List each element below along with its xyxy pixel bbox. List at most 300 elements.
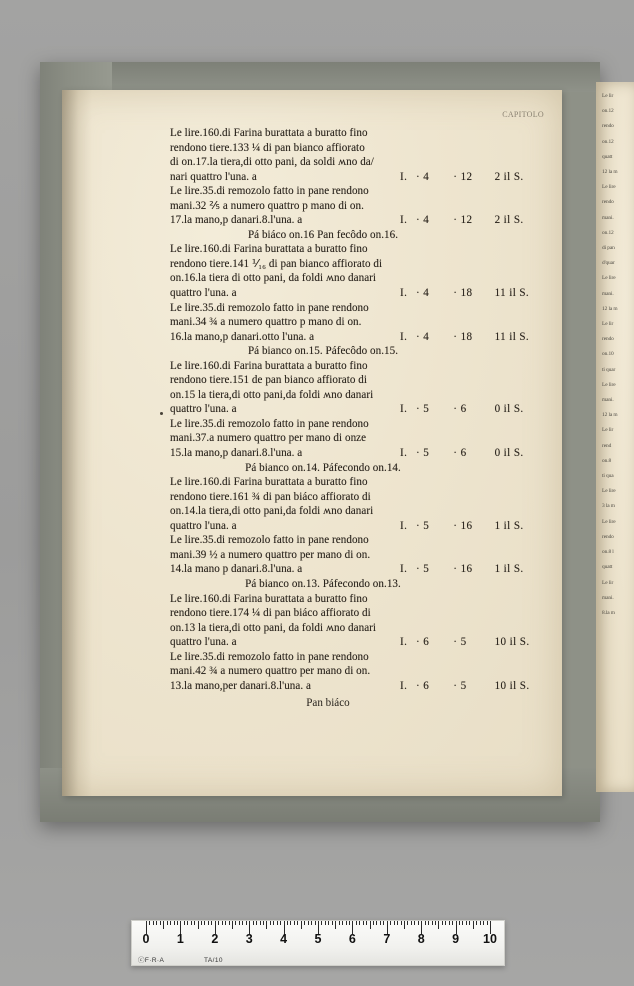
text-line — [170, 621, 550, 636]
ruler-tick — [373, 921, 374, 925]
line-text: Pá bianco on.15. Páfecôdo on.15. — [247, 345, 399, 358]
ruler-tick — [370, 921, 371, 929]
amount-separator: · — [416, 636, 424, 649]
amount-separator: · — [453, 287, 461, 300]
amount-cell — [400, 679, 550, 694]
ruler-tick — [304, 921, 305, 925]
ruler-tick — [191, 921, 192, 925]
facing-line: rendo — [602, 123, 614, 130]
amount-separator: · — [453, 563, 461, 576]
amount-n3: 1 il S. — [494, 519, 524, 532]
amount-l: I. — [400, 170, 408, 183]
amount-n1: 4 — [423, 330, 430, 343]
facing-line: quatt — [602, 564, 613, 571]
amount-l: I. — [400, 330, 408, 343]
amount-n2: 12 — [460, 214, 473, 227]
line-text: Pá bianco on.14. Páfecondo on.14. — [245, 461, 401, 474]
ruler-tick — [184, 921, 185, 925]
line-text: 17.la mano,p danari.8.l'una. a — [170, 214, 303, 227]
facing-line: Le lir — [602, 427, 614, 434]
amount-n2: 5 — [460, 679, 467, 692]
line-text: on.15 la tiera,di otto pani,da foldi ʍno danari — [170, 388, 374, 401]
ruler-tick — [480, 921, 481, 925]
amount-n2: 18 — [460, 287, 473, 300]
ruler-brand-label: ⓒF·R·A — [138, 957, 165, 964]
line-text: mani.37.a numero quattro per mano di onze — [170, 432, 367, 445]
amount-n3: 2 il S. — [494, 170, 524, 183]
ruler-tick — [218, 921, 219, 925]
amount-n2: 6 — [460, 447, 467, 460]
ruler-tick — [187, 921, 188, 925]
text-line — [170, 664, 550, 679]
facing-line: di pan — [602, 245, 615, 252]
ruler-tick — [277, 921, 278, 925]
facing-line: Le lire — [602, 518, 616, 525]
ruler-tick — [449, 921, 450, 925]
ruler-tick — [280, 921, 281, 925]
ruler-number: 4 — [280, 932, 288, 946]
amount-separator: · — [453, 330, 461, 343]
ruler-tick — [198, 921, 199, 929]
facing-line: Le lir — [602, 93, 614, 99]
line-text: 15.la mano,p danari.8.l'una. a — [170, 447, 303, 460]
line-text: Le lire.35.di remozolo fatto in pane rendono — [170, 650, 369, 663]
ruler-number: 3 — [245, 932, 253, 946]
line-text: nari quattro l'una. a — [170, 170, 257, 183]
amount-separator: · — [416, 563, 424, 576]
page-header-fragment: CAPITOLO — [502, 110, 544, 119]
amount-cell — [400, 446, 550, 461]
ruler-tick — [321, 921, 322, 925]
text-line — [170, 242, 550, 257]
amount-l: I. — [400, 679, 408, 692]
ruler-tick — [404, 921, 405, 929]
facing-line: d'quar — [602, 260, 615, 267]
text-line — [170, 199, 550, 214]
ruler-tick — [332, 921, 333, 925]
text-block — [170, 344, 550, 359]
facing-line: Le lire — [602, 275, 616, 282]
ruler-tick — [452, 921, 453, 925]
text-line — [170, 504, 550, 519]
text-block — [170, 228, 550, 243]
facing-line: Le lir — [602, 579, 614, 586]
facing-line: mani. — [602, 397, 614, 404]
line-text: 16.la mano,p danari.otto l'una. a — [170, 330, 315, 343]
cover-edge-top — [40, 62, 600, 92]
facing-line: ti quar — [602, 366, 616, 373]
line-text: 13.la mano,per danari.8.l'una. a — [170, 679, 311, 692]
ruler-tick — [308, 921, 309, 925]
ruler-tick — [287, 921, 288, 925]
text-line — [170, 592, 550, 607]
document-page — [62, 90, 562, 796]
text-line — [170, 388, 550, 403]
text-line — [170, 126, 550, 141]
ruler-tick — [301, 921, 302, 929]
ruler-tick — [376, 921, 377, 925]
line-text: rendono tiere.133 ¼ di pan bianco affiorato — [170, 141, 365, 154]
text-line — [170, 402, 550, 417]
ruler-tick — [435, 921, 436, 925]
ruler-tick — [149, 921, 150, 925]
facing-line: on.12 — [602, 229, 614, 236]
facing-line: 8.la m — [602, 609, 615, 616]
text-line — [170, 519, 550, 534]
ruler-tick — [483, 921, 484, 925]
text-line — [170, 650, 550, 665]
ruler-number: 7 — [383, 932, 391, 946]
facing-line: 12 la m — [602, 305, 618, 312]
ruler-tick — [487, 921, 488, 925]
amount-cell — [400, 635, 550, 650]
ink-speck — [160, 412, 163, 415]
text-line — [170, 359, 550, 374]
text-block — [170, 650, 550, 694]
line-text: Le lire.160.di Farina burattata a buratto fino — [170, 359, 368, 372]
ruler-tick — [401, 921, 402, 925]
line-text: rendono tiere.161 ¾ di pan biáco affiorato di — [170, 490, 371, 503]
amount-n1: 4 — [423, 214, 430, 227]
ruler-tick — [411, 921, 412, 925]
ruler-tick — [349, 921, 350, 925]
text-line — [170, 286, 550, 301]
facing-line: 3 la m — [602, 503, 615, 510]
facing-line: mani. — [602, 594, 614, 601]
facing-line: rendo — [602, 199, 614, 206]
amount-separator: · — [453, 636, 461, 649]
text-line — [170, 330, 550, 345]
ruler-tick — [239, 921, 240, 925]
amount-separator: · — [416, 287, 424, 300]
text-line — [170, 562, 550, 577]
ruler-tick — [153, 921, 154, 925]
amount-n2: 16 — [460, 519, 473, 532]
section-heading-line — [170, 228, 550, 243]
line-text: Pá bianco on.13. Páfecondo on.13. — [245, 577, 401, 590]
amount-n1: 5 — [423, 447, 430, 460]
ruler-number: 6 — [348, 932, 356, 946]
line-text: on.16.la tiera di otto pani, da foldi ʍno danari — [170, 272, 377, 285]
text-block — [170, 301, 550, 345]
ruler-tick — [204, 921, 205, 925]
text-block — [170, 461, 550, 476]
text-line — [170, 373, 550, 388]
text-line — [170, 533, 550, 548]
ruler-tick — [177, 921, 178, 925]
line-text: mani.34 ¾ a numero quattro p mano di on. — [170, 316, 362, 329]
amount-n3: 0 il S. — [494, 403, 524, 416]
line-text: quattro l'una. a — [170, 636, 237, 649]
amount-n3: 10 il S. — [494, 679, 530, 692]
amount-n2: 16 — [460, 563, 473, 576]
ruler-tick — [270, 921, 271, 925]
facing-line: on.12 — [602, 138, 614, 145]
text-block — [170, 242, 550, 300]
ruler-number: 9 — [452, 932, 460, 946]
line-text: Le lire.160.di Farina burattata a buratto fino — [170, 476, 368, 489]
ruler-tick — [311, 921, 312, 925]
facing-line: 12 la m — [602, 169, 618, 176]
ruler-tick — [266, 921, 267, 929]
ruler-tick — [432, 921, 433, 925]
amount-separator: · — [453, 679, 461, 692]
section-heading-line — [170, 461, 550, 476]
amount-n2: 12 — [460, 170, 473, 183]
facing-line: on.10 — [602, 351, 614, 358]
ruler-code-label: TA/10 — [204, 957, 223, 964]
amount-l: I. — [400, 519, 408, 532]
text-line — [170, 141, 550, 156]
line-text: 14.la mano p danari.8.l'una. a — [170, 563, 303, 576]
amount-n3: 2 il S. — [494, 214, 524, 227]
ruler-tick — [425, 921, 426, 925]
text-line — [170, 635, 550, 650]
ruler-number: 1 — [176, 932, 184, 946]
text-line — [170, 315, 550, 330]
text-line — [170, 213, 550, 228]
text-line — [170, 170, 550, 185]
text-line — [170, 271, 550, 286]
facing-line: on.8 l — [602, 549, 614, 556]
ruler-tick — [263, 921, 264, 925]
text-block — [170, 577, 550, 592]
amount-cell — [400, 562, 550, 577]
facing-line: rendo — [602, 336, 614, 343]
catchword: Pan biáco — [306, 697, 350, 710]
text-line — [170, 301, 550, 316]
ruler-tick — [232, 921, 233, 929]
ruler-tick — [466, 921, 467, 925]
ruler-tick — [208, 921, 209, 925]
ruler-tick — [390, 921, 391, 925]
line-text: Le lire.160.di Farina burattata a buratto fino — [170, 592, 368, 605]
text-block — [170, 475, 550, 533]
ruler-tick — [394, 921, 395, 925]
ruler-tick — [156, 921, 157, 925]
ruler-tick — [462, 921, 463, 925]
facing-line: on.12 — [602, 108, 614, 115]
amount-n3: 11 il S. — [494, 330, 530, 343]
amount-n3: 10 il S. — [494, 636, 530, 649]
ruler-tick — [222, 921, 223, 925]
line-text: Le lire.35.di remozolo fatto in pane rendono — [170, 301, 369, 314]
ruler-number: 10 — [483, 932, 497, 946]
text-line — [170, 257, 550, 272]
line-text: Le lire.35.di remozolo fatto in pane rendono — [170, 534, 369, 547]
amount-cell — [400, 213, 550, 228]
amount-cell — [400, 519, 550, 534]
facing-page-text — [596, 82, 634, 617]
line-text: mani.42 ¾ a numero quattro per mano di on. — [170, 665, 371, 678]
amount-n3: 11 il S. — [494, 287, 530, 300]
ruler-tick — [253, 921, 254, 925]
text-line — [170, 417, 550, 432]
ruler-tick — [256, 921, 257, 925]
amount-n1: 4 — [423, 287, 430, 300]
amount-separator: · — [416, 679, 424, 692]
facing-line: on.8 — [602, 457, 612, 464]
text-line — [170, 475, 550, 490]
ruler-tick — [438, 921, 439, 929]
facing-line: mani. — [602, 214, 614, 221]
ruler-tick — [407, 921, 408, 925]
line-text: on.13 la tiera,di otto pani, da foldi ʍno danari — [170, 621, 377, 634]
amount-separator: · — [416, 170, 424, 183]
amount-l: I. — [400, 447, 408, 460]
ruler-tick — [160, 921, 161, 925]
text-line — [170, 446, 550, 461]
ruler-tick — [174, 921, 175, 925]
amount-l: I. — [400, 636, 408, 649]
ruler-number: 8 — [417, 932, 425, 946]
line-text: quattro l'una. a — [170, 519, 237, 532]
amount-separator: · — [416, 447, 424, 460]
facing-line: Le lire — [602, 381, 616, 388]
scale-ruler — [131, 920, 505, 966]
text-line — [170, 679, 550, 694]
amount-n3: 0 il S. — [494, 447, 524, 460]
amount-l: I. — [400, 214, 408, 227]
ruler-tick — [459, 921, 460, 925]
ruler-tick — [339, 921, 340, 925]
ruler-tick — [163, 921, 164, 929]
ruler-tick — [418, 921, 419, 925]
ruler-tick — [290, 921, 291, 925]
ruler-tick — [246, 921, 247, 925]
amount-n1: 5 — [423, 563, 430, 576]
ruler-number: 5 — [314, 932, 322, 946]
ruler-tick — [359, 921, 360, 925]
text-line — [170, 431, 550, 446]
facing-line: quatt — [602, 153, 613, 160]
text-line — [170, 184, 550, 199]
text-block — [170, 184, 550, 228]
amount-l: I. — [400, 563, 408, 576]
ruler-tick — [294, 921, 295, 925]
line-text: quattro l'una. a — [170, 287, 237, 300]
text-block — [170, 592, 550, 650]
ruler-tick — [335, 921, 336, 929]
amount-cell — [400, 286, 550, 301]
amount-l: I. — [400, 287, 408, 300]
facing-line: Le lire — [602, 184, 616, 191]
amount-cell — [400, 170, 550, 185]
ruler-tick — [469, 921, 470, 925]
ruler-tick — [325, 921, 326, 925]
ruler-tick — [273, 921, 274, 925]
ruler-tick — [235, 921, 236, 925]
text-block — [170, 359, 550, 417]
facing-line: rend — [602, 442, 612, 449]
text-line — [170, 155, 550, 170]
line-text: on.14.la tiera,di otto pani,da foldi ʍno danari — [170, 505, 374, 518]
amount-n2: 6 — [460, 403, 467, 416]
line-text: Le lire.160.di Farina burattata a buratto fino — [170, 127, 368, 139]
text-line — [170, 548, 550, 563]
ruler-numbers — [132, 932, 504, 952]
amount-n1: 5 — [423, 519, 430, 532]
ruler-number: 2 — [211, 932, 219, 946]
amount-separator: · — [416, 214, 424, 227]
ruler-tick — [201, 921, 202, 925]
text-block — [170, 126, 550, 184]
amount-separator: · — [416, 519, 424, 532]
ruler-tick — [225, 921, 226, 925]
ruler-tick — [383, 921, 384, 925]
amount-l: I. — [400, 403, 408, 416]
text-block — [170, 417, 550, 461]
ruler-tick — [342, 921, 343, 925]
ruler-tick — [366, 921, 367, 925]
amount-n2: 18 — [460, 330, 473, 343]
ruler-tick — [476, 921, 477, 925]
line-text: Pá biáco on.16 Pan fecôdo on.16. — [247, 228, 399, 241]
section-heading-line — [170, 344, 550, 359]
amount-separator: · — [416, 403, 424, 416]
ruler-tick — [445, 921, 446, 925]
line-text: mani.39 ½ a numero quattro per mano di on. — [170, 548, 371, 561]
line-text: Le lire.35.di remozolo fatto in pane rendono — [170, 185, 369, 198]
amount-n1: 5 — [423, 403, 430, 416]
amount-separator: · — [453, 403, 461, 416]
text-column — [170, 126, 550, 709]
facing-line: ti qua — [602, 473, 614, 480]
amount-n1: 6 — [423, 636, 430, 649]
ruler-tick — [428, 921, 429, 925]
ruler-tick — [194, 921, 195, 925]
line-text: rendono tiere.141 ⅟₁₆ di pan bianco affiorato di — [170, 257, 383, 270]
amount-cell — [400, 330, 550, 345]
amount-n1: 4 — [423, 170, 430, 183]
line-text: Le lire.160.di Farina burattata a buratto fino — [170, 243, 368, 256]
line-text: rendono tiere.151 de pan bianco affiorato di — [170, 374, 367, 387]
facing-line: rendo — [602, 533, 614, 540]
line-text: quattro l'una. a — [170, 403, 237, 416]
facing-page — [596, 82, 634, 792]
amount-separator: · — [416, 330, 424, 343]
amount-separator: · — [453, 170, 461, 183]
ruler-tick — [297, 921, 298, 925]
facing-line: Le lir — [602, 321, 614, 328]
ruler-tick — [229, 921, 230, 925]
ruler-tick — [397, 921, 398, 925]
line-text: Le lire.35.di remozolo fatto in pane rendono — [170, 417, 369, 430]
amount-separator: · — [453, 447, 461, 460]
line-text: mani.32 ⅖ a numero quattro p mano di on. — [170, 199, 364, 212]
facing-line: 12 la m — [602, 412, 618, 419]
ruler-tick — [414, 921, 415, 925]
amount-separator: · — [453, 519, 461, 532]
facing-line: mani. — [602, 290, 614, 297]
page-gutter-shadow — [62, 90, 92, 796]
facing-line: Le lire — [602, 488, 616, 495]
text-block — [170, 533, 550, 577]
amount-n1: 6 — [423, 679, 430, 692]
ruler-tick — [242, 921, 243, 925]
ruler-tick — [380, 921, 381, 925]
ruler-tick — [346, 921, 347, 925]
ruler-tick — [442, 921, 443, 925]
ruler-tick — [328, 921, 329, 925]
ruler-tick — [170, 921, 171, 925]
ruler-tick — [211, 921, 212, 925]
text-line — [170, 606, 550, 621]
line-text: rendono tiere.174 ¼ di pan biáco affiorato di — [170, 607, 371, 620]
amount-n3: 1 il S. — [494, 563, 524, 576]
text-line — [170, 490, 550, 505]
ruler-tick — [167, 921, 168, 925]
